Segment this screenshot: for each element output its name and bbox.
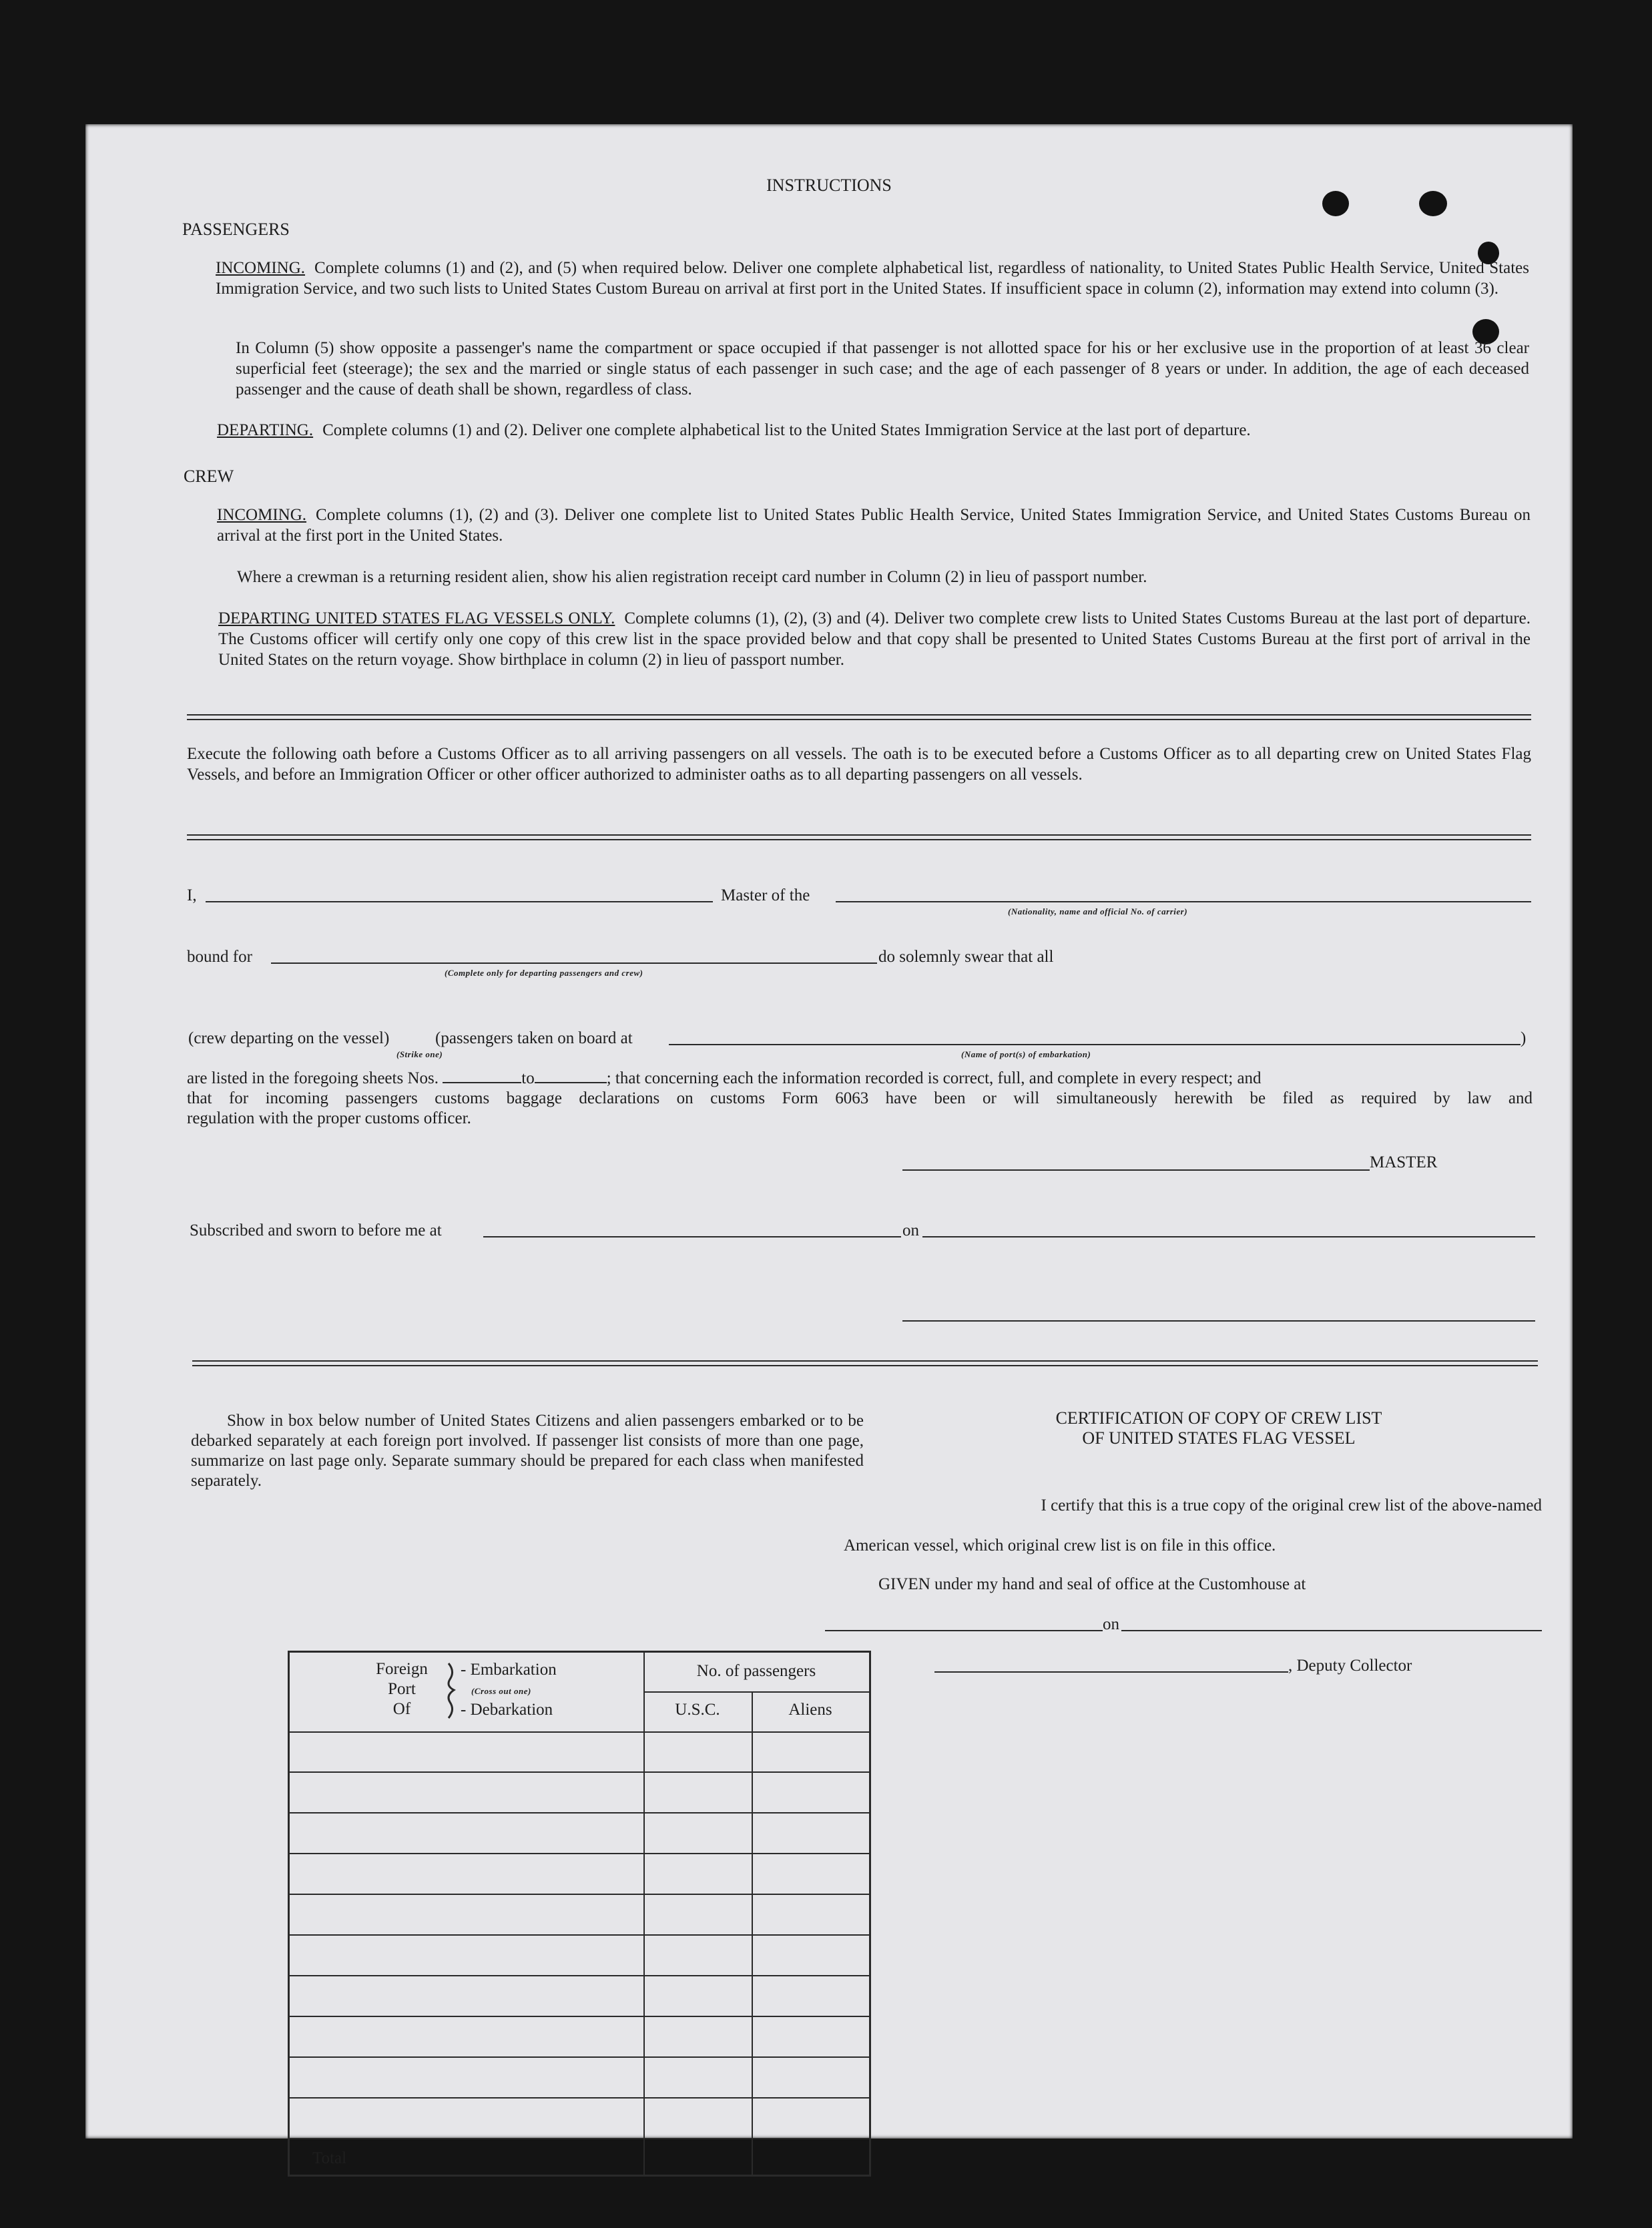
divider [192,1360,1538,1366]
oath-i-label: I, [187,886,197,904]
total-label: Total [312,2149,347,2167]
port-of-embarkation-field[interactable] [669,1044,1521,1045]
brace-icon [445,1662,461,1719]
instructions-title: INSTRUCTIONS [766,176,892,195]
sheet-to-field[interactable] [535,1070,607,1083]
master-label: MASTER [1370,1153,1438,1171]
passengers-heading: PASSENGERS [182,220,290,239]
bound-for-field[interactable] [271,962,877,964]
swear-text: do solemnly swear that all [878,948,1054,966]
master-signature-line[interactable] [902,1169,1370,1171]
oath-intro: Execute the following oath before a Customs Officer as to all arriving passengers on all vessels. The oath is to be executed before a Customs Officer as to all departing crew on United States Flag Vessels, and before an Immigration Officer or other officer authorized to administer oaths as to all departing passengers on all vessels. [187,745,1531,784]
passengers-incoming-text: Complete columns (1) and (2), and (5) when required below. Deliver one complete alphabetical list, regardless of nationality, to United States Public Health Service, United States Immigration Service, and two such lists to United States Custom Bureau on arrival at first port in the United States. If insufficient space in column (2), information may extend into column (3). [216,259,1529,298]
bound-for-label: bound for [187,948,252,966]
certification-date-field[interactable] [1121,1630,1542,1631]
table-row-line [290,2138,869,2139]
port-caption: (Name of port(s) of embarkation) [961,1049,1091,1059]
certification-title-line-1: CERTIFICATION OF COPY OF CREW LIST [1055,1408,1382,1428]
crew-departing-text: Complete columns (1), (2), (3) and (4). Deliver two complete crew lists to United States Customs Bureau at the last port of departure. The Customs officer will certify only one copy of this crew list in the space provided below and that copy shall be presented to United States Customs Bureau at the first port of arrival in the United States on the return voyage. Show birthplace in column (2) in lieu of passport number. [218,609,1531,669]
complete-only-caption: (Complete only for departing passengers and crew) [445,968,643,978]
passengers-departing-paragraph [217,420,1531,441]
table-row-line [290,2056,869,2058]
passengers-departing-label: DEPARTING. [217,421,314,439]
sheets-line-3: regulation with the proper customs officer. [187,1109,471,1127]
crew-resident-paragraph: Where a crewman is a returning resident alien, show his alien registration receipt card number in Column (2) in lieu of passport number. [237,568,1147,586]
embarkation-option[interactable]: - Embarkation [461,1661,557,1679]
certify-line-2: American vessel, which original crew list is on file in this office. [844,1537,1276,1555]
passengers-column5-paragraph: In Column (5) show opposite a passenger's name the compartment or space occupied if that passenger is not allotted space for his or her exclusive use in the proportion of at least 36 clear superficial feet (steerage); the sex and the married or single status of each passenger in such case; and the age of each passenger of 8 years or under. In addition, the age of each deceased passenger and the cause of death shall be shown, regardless of class. [236,339,1529,398]
certification-title-line-2: OF UNITED STATES FLAG VESSEL [1082,1428,1356,1448]
passengers-departing-text: Complete columns (1) and (2). Deliver one complete alphabetical list to the United States Immigration Service at the last port of departure. [322,421,1251,439]
sheets-line-1 [187,1068,1533,1089]
aliens-header: Aliens [788,1701,832,1719]
crew-incoming-text: Complete columns (1), (2) and (3). Deliver one complete list to United States Public Health Service, United States Immigration Service, and United States Customs Bureau on arrival at the first port in the United States. [217,506,1531,545]
foreign-port-of-label [368,1659,435,1719]
strike-one-caption: (Strike one) [396,1049,443,1059]
table-row-line [290,2097,869,2099]
subscribed-label: Subscribed and sworn to before me at [190,1221,442,1239]
header-subdivider [643,1691,869,1693]
of-label: Of [392,1700,411,1718]
no-passengers-header: No. of passengers [696,1662,816,1680]
master-of-label: Master of the [721,886,810,904]
certify-line-1: I certify that this is a true copy of the original crew list of the above-named [1041,1496,1542,1514]
table-row-line [290,1771,869,1773]
usc-header: U.S.C. [675,1701,720,1719]
deputy-collector-label: , Deputy Collector [1288,1657,1412,1675]
deputy-signature-field[interactable] [934,1671,1288,1673]
close-paren: ) [1521,1029,1527,1047]
nationality-caption: (Nationality, name and official No. of carrier) [1008,906,1188,916]
vessel-field[interactable] [836,901,1531,902]
passengers-taken-option[interactable]: (passengers taken on board at [435,1029,633,1047]
divider [187,834,1531,840]
officer-signature-line[interactable] [902,1320,1535,1322]
sheets-rest: ; that concerning each the information recorded is correct, full, and complete in every respect; and [606,1069,1262,1087]
table-row-line [290,1934,869,1936]
sworn-at-field[interactable] [483,1236,901,1237]
table-row-line [290,1894,869,1895]
sheet-from-field[interactable] [443,1070,521,1083]
sheets-to: to [521,1069,535,1087]
crew-heading: CREW [184,467,234,486]
table-row-line [290,1853,869,1854]
passengers-incoming-label: INCOMING. [216,259,306,277]
certification-title [901,1408,1537,1448]
summary-instructions: Show in box below number of United States Citizens and alien passengers embarked or to be debarked separately at each foreign port involved. If passenger list consists of more than one page, summarize on last page only. Separate summary should be prepared for each class when manifested separately. [191,1412,864,1490]
table-row-line [290,1731,869,1733]
crew-departing-paragraph [218,608,1531,670]
table-row-line [290,2016,869,2017]
port-label: Port [388,1680,416,1698]
debarkation-option[interactable]: - Debarkation [461,1701,553,1719]
crew-departing-label: DEPARTING UNITED STATES FLAG VESSELS ONLY. [218,609,615,627]
foreign-label: Foreign [376,1660,428,1678]
crew-incoming-paragraph [217,505,1531,546]
column-divider [752,1691,753,2175]
sheets-prefix: are listed in the foregoing sheets Nos. [187,1069,439,1087]
divider [187,714,1531,720]
table-row-line [290,1975,869,1976]
sworn-date-field[interactable] [922,1236,1535,1237]
passengers-incoming-paragraph [216,258,1529,299]
crew-incoming-label: INCOMING. [217,506,307,524]
crew-departing-option[interactable]: (crew departing on the vessel) [188,1029,390,1047]
cross-out-caption: (Cross out one) [471,1686,531,1696]
table-row-line [290,1812,869,1814]
form-page [85,124,1573,2167]
sheets-line-2: that for incoming passengers customs baggage declarations on customs Form 6063 have been or will simultaneously herewith be filed as required by law and [187,1089,1533,1107]
passenger-summary-table [288,1651,871,2177]
given-line: GIVEN under my hand and seal of office at the Customhouse at [878,1575,1306,1593]
sworn-on-label: on [902,1221,919,1239]
master-name-field[interactable] [206,901,713,902]
certification-on-label: on [1103,1615,1119,1633]
customhouse-field[interactable] [825,1630,1103,1631]
